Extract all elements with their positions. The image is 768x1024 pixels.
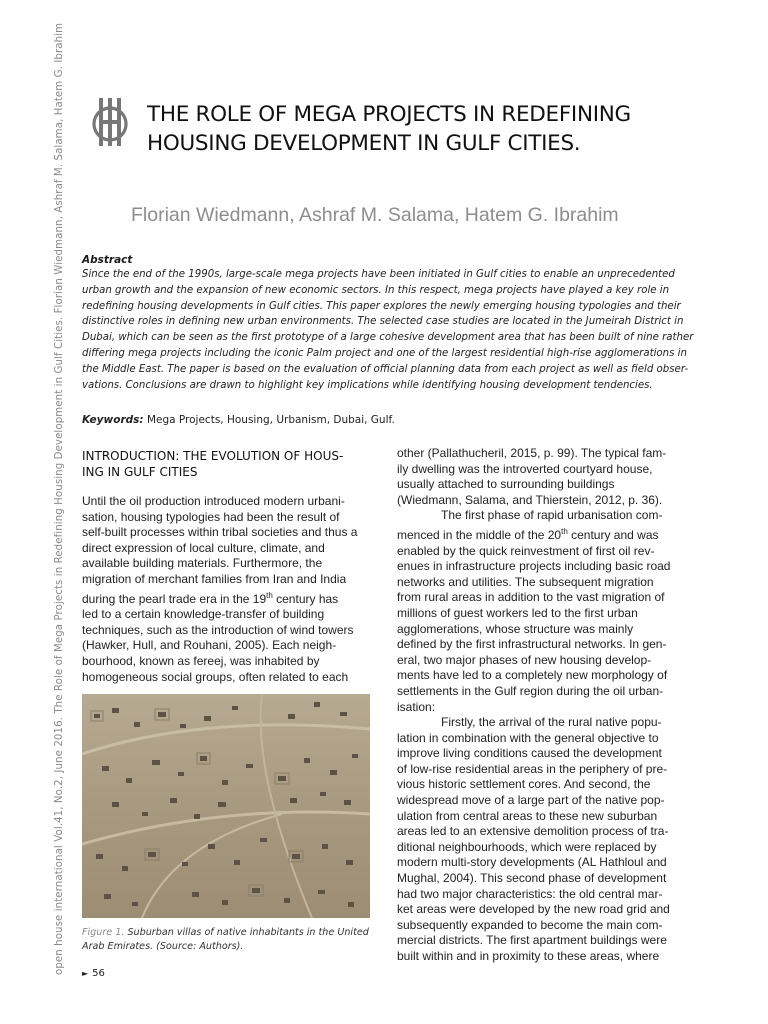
text-line: sation, housing typologies had been the result of bbox=[82, 509, 340, 524]
triangle-right-icon: ► bbox=[82, 969, 89, 978]
text-line: other (Pallathucheril, 2015, p. 99). The typical fam- bbox=[397, 446, 667, 460]
right-column-text bbox=[397, 446, 687, 965]
journal-side-strip: open house international Vol.41, No.2, June 2016. The Role of Mega Projects in Redefining Housing Development in Gulf Cities. Florian Wiedmann, Ashraf M. Salama, Hatem G. Ibrahim bbox=[54, 22, 65, 975]
text-line: had two major characteristics: the old central mar- bbox=[397, 886, 663, 901]
text-line: ulation from central areas to these new suburban bbox=[397, 808, 658, 823]
text-line: ditional neighbourhoods, which were replaced by bbox=[397, 839, 657, 854]
text-line: enabled by the quick reinvestment of first oil rev- bbox=[397, 543, 655, 558]
text-line: The first phase of rapid urbanisation com- bbox=[441, 508, 663, 523]
text-line: usually attached to surrounding buildings bbox=[397, 477, 615, 492]
text-line: Firstly, the arrival of the rural native popu- bbox=[441, 715, 662, 730]
abstract-body bbox=[82, 267, 694, 393]
text-line: isation: bbox=[397, 699, 436, 714]
text-line: Until the oil production introduced modern urbani- bbox=[82, 494, 345, 508]
text-fragment: century and was bbox=[567, 527, 659, 542]
text-line: mercial districts. The first apartment buildings were bbox=[397, 933, 667, 948]
superscript: th bbox=[561, 526, 568, 536]
text-line: (Wiedmann, Salama, and Thierstein, 2012, p. 36). bbox=[397, 492, 663, 507]
left-column-text bbox=[82, 494, 372, 685]
text-line: techniques, such as the introduction of wind towers bbox=[82, 622, 354, 637]
abstract-line: the Middle East. The paper is based on the evaluation of official planning data from each project as well as field obser- bbox=[82, 363, 689, 375]
caption-line-1: Suburban villas of native inhabitants in the United bbox=[124, 927, 369, 938]
text-line: modern multi-story developments (AL Hathloul and bbox=[397, 855, 667, 870]
text-line: subsequently expanded to become the main com- bbox=[397, 917, 663, 932]
abstract-line: differing mega projects including the iconic Palm project and one of the largest residential high-rise agglomerations in bbox=[82, 347, 687, 359]
abstract-line: Dubai, which can be seen as the first prototype of a large cohesive development area that has been built of nine rather bbox=[82, 332, 694, 344]
text-line: of low-rise residential areas in the periphery of pre- bbox=[397, 761, 668, 776]
keywords-label: Keywords: bbox=[82, 414, 144, 426]
text-line: enues in infrastructure projects including basic road bbox=[397, 559, 671, 574]
text-line: from rural areas in addition to the vast migration of bbox=[397, 590, 665, 605]
abstract-heading: Abstract bbox=[82, 254, 133, 266]
text-fragment: menced in the middle of the 20 bbox=[397, 527, 562, 542]
abstract-line: urban growth and the expansion of new economic sectors. In this respect, mega projects have played a key role in bbox=[82, 284, 670, 296]
keywords-text: Mega Projects, Housing, Urbanism, Dubai, Gulf. bbox=[146, 414, 395, 426]
text-line: (Hawker, Hull, and Rouhani, 2005). Each neigh- bbox=[82, 638, 337, 653]
page-number-value: 56 bbox=[92, 968, 105, 979]
text-line: agglomerations, whose structure was mainly bbox=[397, 621, 634, 636]
text-line: built within and in proximity to these areas, where bbox=[397, 949, 660, 963]
abstract-line: vations. Conclusions are drawn to highlight key implications while identifying housing development tendencies. bbox=[82, 379, 653, 391]
text-line: ket areas were developed by the new road grid and bbox=[397, 902, 670, 917]
abstract-line: Since the end of the 1990s, large-scale mega projects have been initiated in Gulf cities to enable an unprecedented bbox=[82, 269, 675, 280]
section-heading bbox=[82, 449, 372, 480]
text-line: self-built processes within tribal societies and thus a bbox=[82, 525, 358, 540]
aerial-photo-suburban-villas bbox=[82, 694, 370, 918]
abstract-line: redefining housing developments in Gulf cities. This paper explores the newly emerging housing typologies and their bbox=[82, 300, 681, 312]
section-heading-line-1: INTRODUCTION: THE EVOLUTION OF HOUS- bbox=[82, 449, 344, 463]
journal-logo-icon bbox=[90, 96, 130, 148]
superscript: th bbox=[266, 590, 273, 600]
title-line-2: HOUSING DEVELOPMENT IN GULF CITIES. bbox=[147, 131, 581, 156]
page-number bbox=[82, 968, 105, 979]
text-line: lation in combination with the general objective to bbox=[397, 730, 659, 745]
text-line: millions of guest workers led to the first urban bbox=[397, 605, 638, 620]
text-line: improve living conditions caused the development bbox=[397, 746, 662, 761]
text-line: homogeneous social groups, often related to each bbox=[82, 669, 349, 684]
text-fragment: century has bbox=[272, 591, 339, 606]
text-line: Mughal, 2004). This second phase of development bbox=[397, 871, 667, 886]
section-heading-line-2: ING IN GULF CITIES bbox=[82, 464, 198, 479]
text-line: bourhood, known as fereej, was inhabited by bbox=[82, 653, 320, 668]
text-line: widespread move of a large part of the native pop- bbox=[397, 793, 665, 808]
text-line: ments have led to a completely new morphology of bbox=[397, 668, 668, 683]
text-line bbox=[397, 524, 687, 544]
text-line: settlements in the Gulf region during the oil urban- bbox=[397, 683, 664, 698]
text-line: vious historic settlement cores. And second, the bbox=[397, 777, 651, 792]
figure-caption bbox=[82, 926, 372, 954]
text-line bbox=[82, 588, 372, 608]
caption-line-2: Arab Emirates. (Source: Authors). bbox=[82, 941, 244, 952]
abstract-line: distinctive roles in defining new urban environments. The selected case studies are located in the Jumeirah District in bbox=[82, 316, 684, 328]
keywords bbox=[82, 414, 686, 426]
text-line: networks and utilities. The subsequent migration bbox=[397, 574, 654, 589]
text-line: migration of merchant families from Iran and India bbox=[82, 571, 347, 586]
authors: Florian Wiedmann, Ashraf M. Salama, Hatem G. Ibrahim bbox=[131, 204, 619, 226]
title-line-1: THE ROLE OF MEGA PROJECTS IN REDEFINING bbox=[147, 102, 631, 127]
figure-label: Figure 1. bbox=[82, 927, 125, 938]
text-line: ily dwelling was the introverted courtyard house, bbox=[397, 461, 653, 476]
text-fragment: during the pearl trade era in the 19 bbox=[82, 591, 267, 606]
paper-title bbox=[147, 100, 707, 158]
text-line: available building materials. Furthermore, the bbox=[82, 556, 323, 571]
text-line: defined by the first infrastructural networks. In gen- bbox=[397, 637, 667, 652]
text-line: direct expression of local culture, climate, and bbox=[82, 540, 325, 555]
text-line: eral, two major phases of new housing develop- bbox=[397, 652, 652, 667]
text-line: led to a certain knowledge-transfer of building bbox=[82, 607, 325, 622]
text-line: areas led to an extensive demolition process of tra- bbox=[397, 824, 669, 839]
